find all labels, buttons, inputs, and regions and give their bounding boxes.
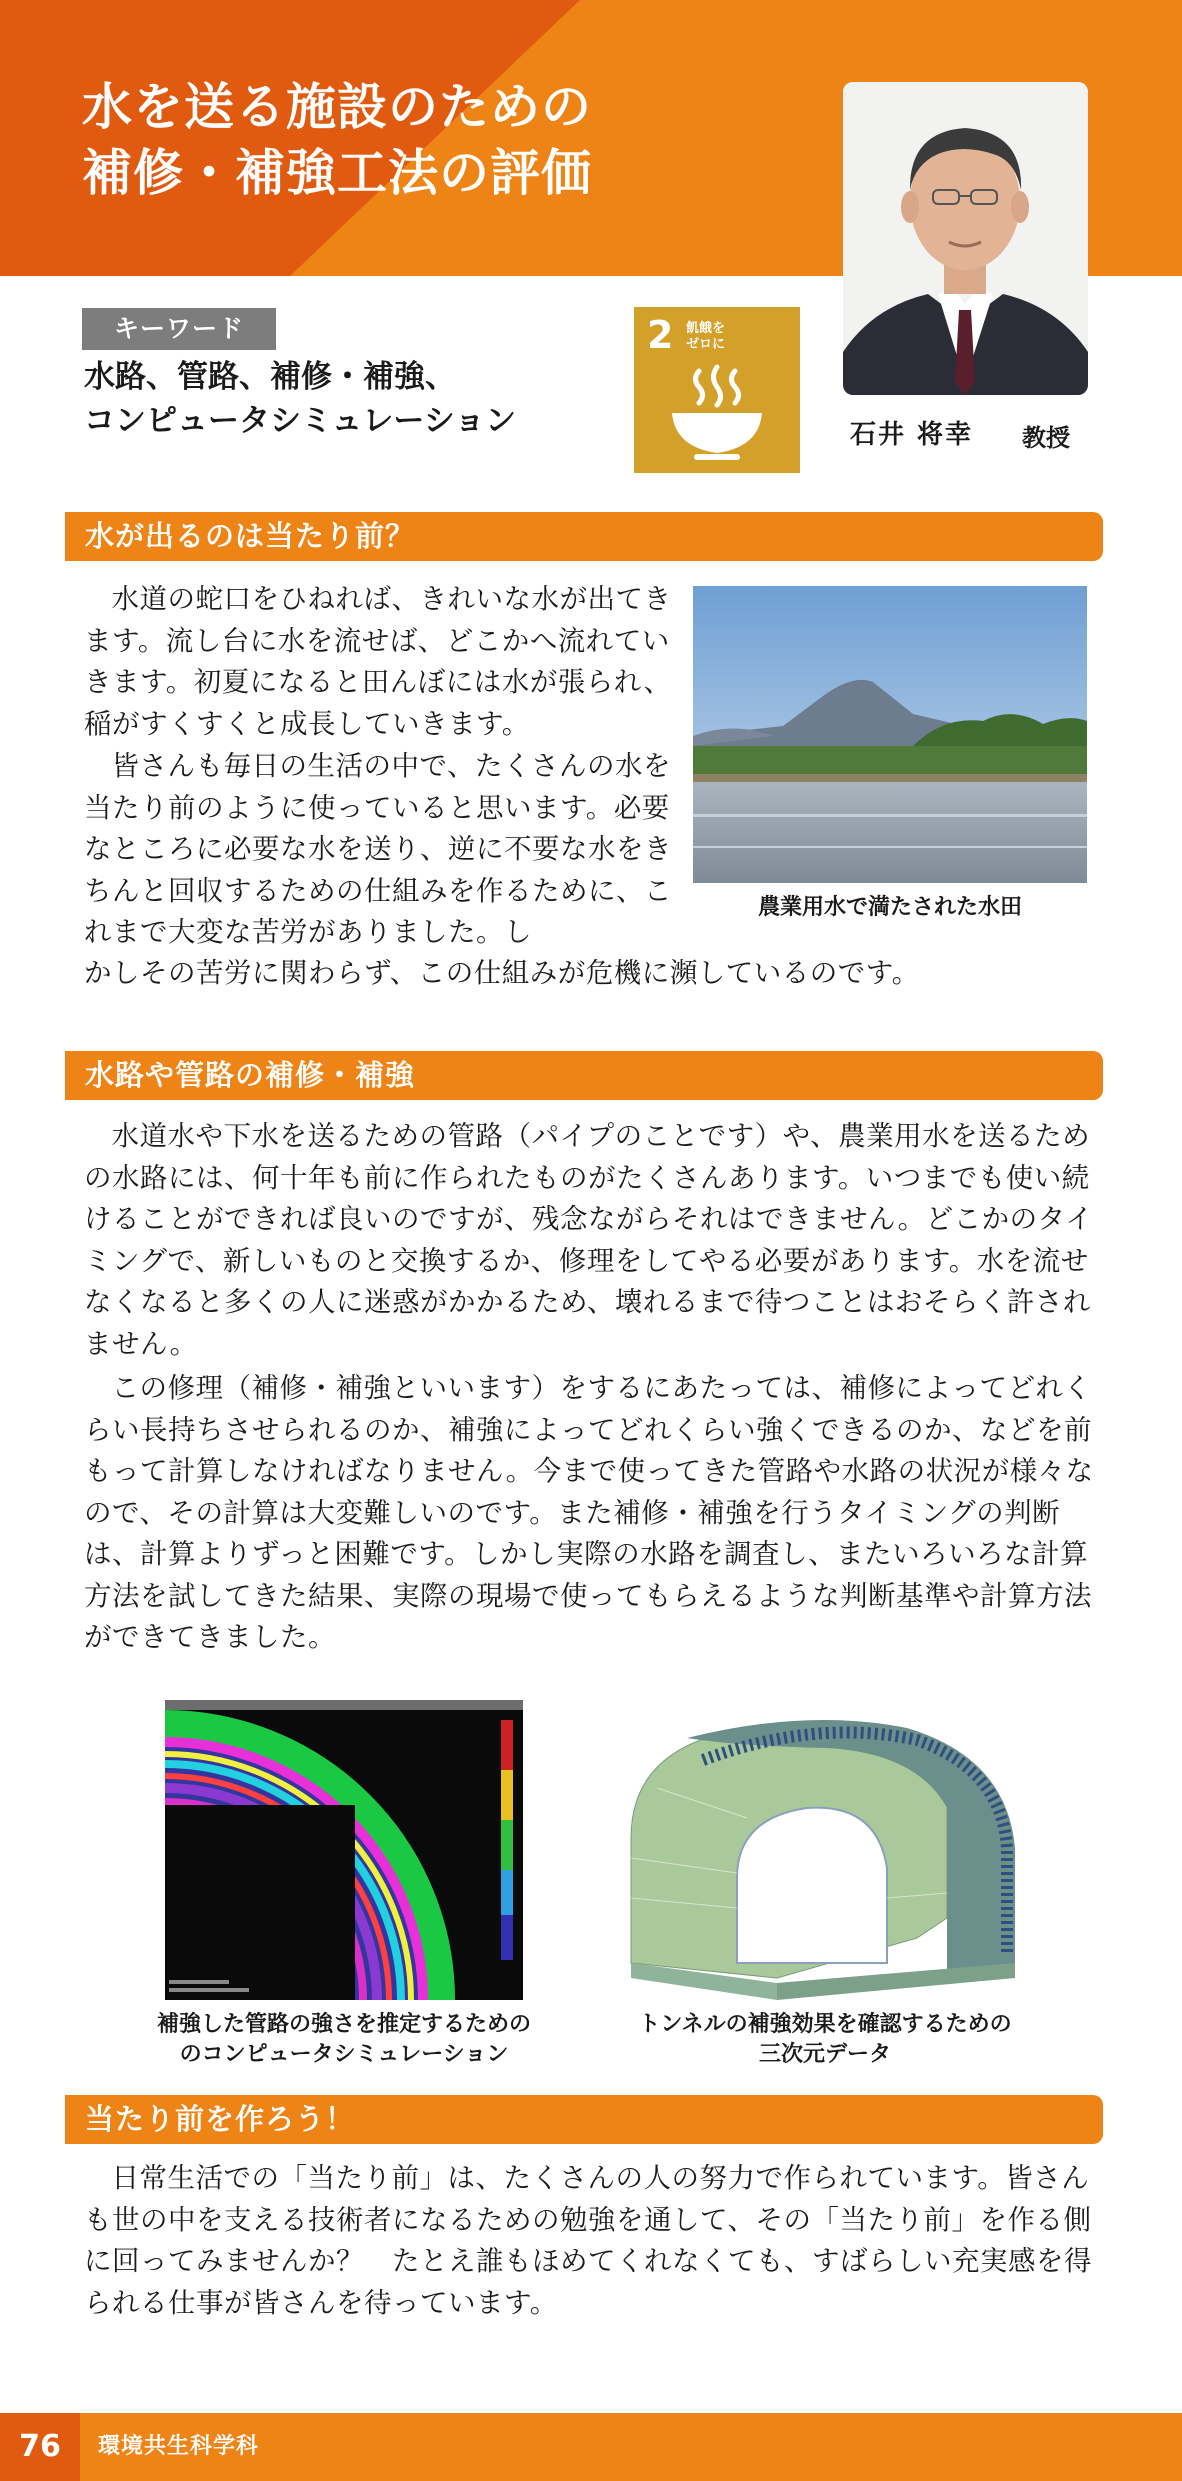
department-name: 環境共生科学科	[98, 2434, 260, 2459]
tunnel-caption-line-1: トンネルの補強効果を確認するための	[638, 2012, 1012, 2037]
professor-name: 石井 将幸	[850, 420, 974, 450]
section-1-paragraph-2-continued: かしその苦労に関わらず、この仕組みが危機に瀕しているのです。	[84, 957, 920, 989]
keyword-line-2: コンピュータシミュレーション	[84, 403, 517, 439]
rice-field-photo	[693, 586, 1087, 883]
section-heading-1: 水が出るのは当たり前？	[65, 512, 1103, 561]
bowl-icon	[634, 307, 800, 473]
tunnel-caption-line-2: 三次元データ	[758, 2042, 891, 2067]
section-heading-2: 水路や管路の補修・補強	[65, 1051, 1103, 1100]
title-line-2: 補修・補強工法の評価	[82, 144, 592, 202]
pipe-caption-line-2: のコンピュータシミュレーション	[179, 2042, 509, 2067]
professor-title: 教授	[1022, 424, 1070, 452]
page-number: 76	[0, 2413, 80, 2481]
pipe-stress-contour-image	[165, 1700, 523, 2000]
page-title	[82, 74, 592, 206]
professor-photo	[843, 82, 1088, 395]
pipe-caption-line-1: 補強した管路の強さを推定するための	[156, 2012, 531, 2037]
title-line-1: 水を送る施設のための	[82, 78, 592, 136]
keyword-label: キーワード	[82, 308, 276, 350]
sdg-goal-2-badge	[634, 307, 800, 473]
sdg-number: 2	[647, 313, 674, 357]
section-2-paragraph-2: この修理（補修・補強といいます）をするにあたっては、補修によってどれくらい長持ちさせられるのか、補強によってどれくらい強くできるのか、などを前もって計算しなければなりません。今まで使ってきた管路や水路の状況が様々なので、その計算は大変難しいのです。また補修・補強を行うタイミングの判断は、計算よりずっと困難です。しかし実際の水路を調査し、またいろいろな計算方法を試してきた結果、実際の現場で使ってもらえるような判断基準や計算方法ができてきました。	[84, 1372, 1094, 1653]
keyword-list	[84, 355, 516, 443]
section-3-paragraph-1: 日常生活での「当たり前」は、たくさんの人の努力で作られています。皆さんも世の中を支える技術者になるための勉強を通して、その「当たり前」を作る側に回ってみませんか？ たとえ誰もほめてくれなくても、すばらしい充実感を得られる仕事が皆さんを待っています。	[84, 2162, 1092, 2319]
tunnel-mesh-image	[617, 1698, 1031, 2000]
section-2-paragraph-1: 水道水や下水を送るための管路（パイプのことです）や、農業用水を送るための水路には、何十年も前に作られたものがたくさんあります。いつまでも使い続けることができれば良いのですが、残念ながらそれはできません。どこかのタイミングで、新しいものと交換するか、修理をしてやる必要があります。水を流せなくなると多くの人に迷惑がかかるため、壊れるまで待つことはおそらく許されません。	[84, 1120, 1094, 1360]
footer-bar	[0, 2413, 1182, 2481]
tunnel-figure-caption	[585, 2010, 1065, 2070]
section-1-paragraph-1: 水道の蛇口をひねれば、きれいな水が出てきます。流し台に水を流せば、どこかへ流れていきます。初夏になると田んぼには水が張られ、稲がすくすくと成長していきます。	[84, 583, 672, 740]
tunnel-3d-figure	[617, 1698, 1031, 2000]
pipe-simulation-figure	[165, 1700, 523, 2000]
rice-field-illustration	[693, 586, 1087, 883]
section-1-paragraph-2: 皆さんも毎日の生活の中で、たくさんの水を当たり前のように使っていると思います。必要なところに必要な水を送り、逆に不要な水をきちんと回収するための仕組みを作るために、これまで大変な苦労がありました。し	[84, 750, 672, 948]
sdg-label: 飢餓を ゼロに	[686, 321, 726, 352]
keyword-line-1: 水路、管路、補修・補強、	[84, 359, 456, 395]
section-heading-3: 当たり前を作ろう！	[65, 2095, 1103, 2144]
portrait-illustration	[843, 82, 1088, 395]
pipe-simulation-caption	[120, 2010, 568, 2070]
rice-field-caption: 農業用水で満たされた水田	[757, 895, 1022, 920]
